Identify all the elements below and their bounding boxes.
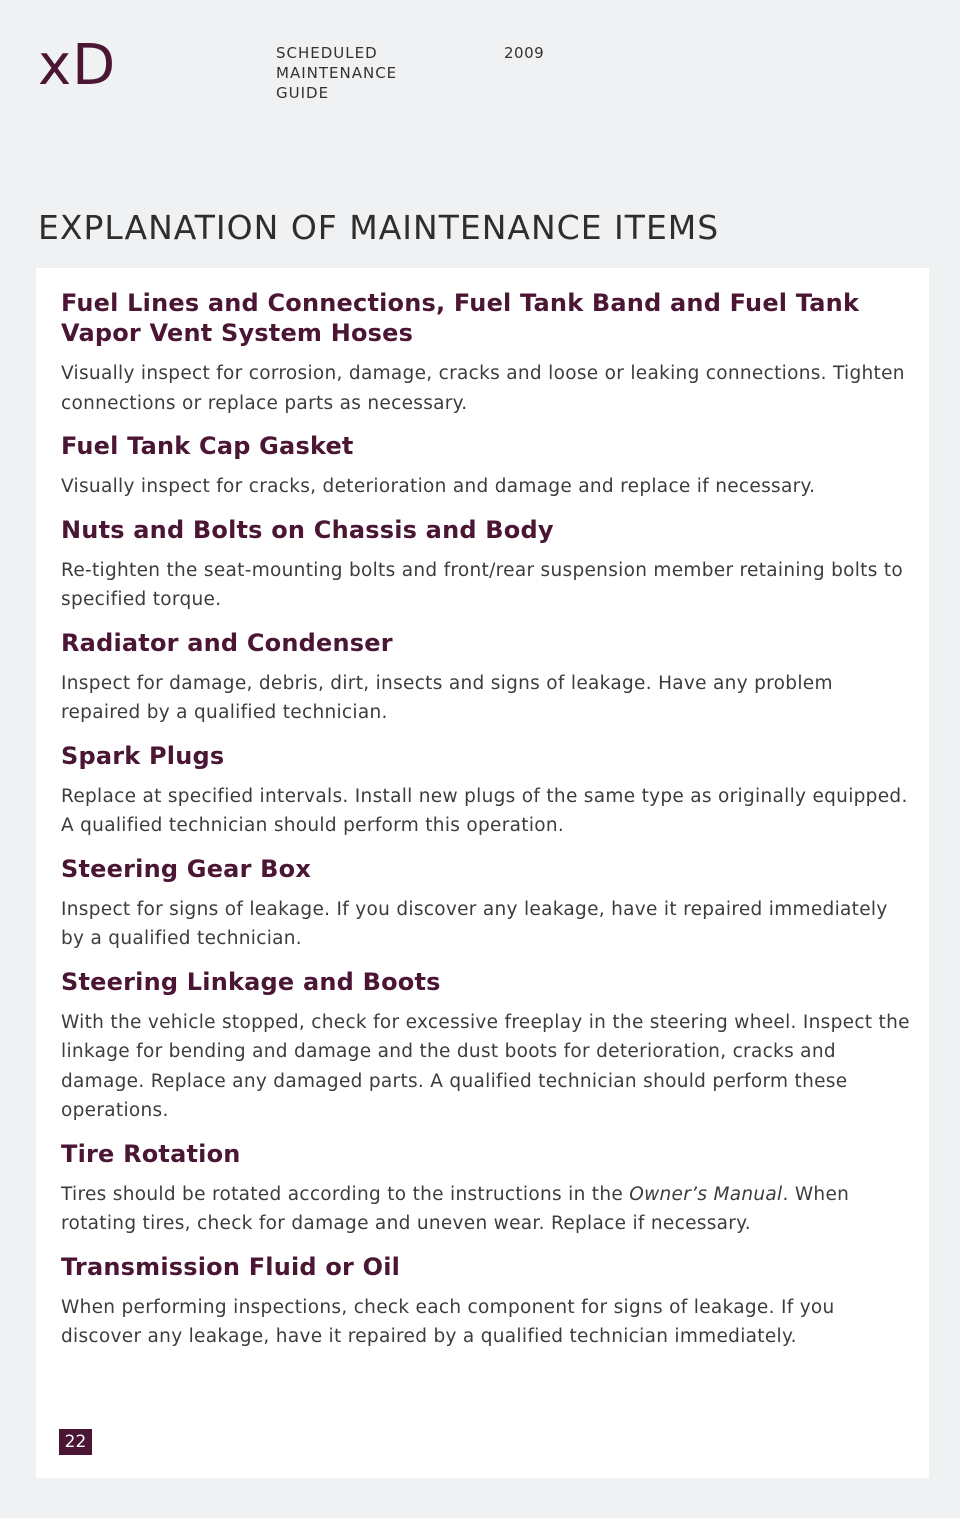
guide-line-3: GUIDE bbox=[276, 84, 330, 102]
model-year: 2009 bbox=[504, 44, 545, 62]
item-text: Inspect for damage, debris, dirt, insects and signs of leakage. Have any problem repaired by a qualified technician. bbox=[61, 672, 833, 723]
item-text-part: Tires should be rotated according to the instructions in the bbox=[61, 1183, 630, 1205]
item-text: Re-tighten the seat-mounting bolts and front/rear suspension member retaining bolts to specified torque. bbox=[61, 559, 904, 610]
item-title: Steering Gear Box bbox=[61, 854, 312, 883]
item-title: Transmission Fluid or Oil bbox=[61, 1252, 401, 1281]
item-title: Steering Linkage and Boots bbox=[61, 967, 441, 996]
item-title: Fuel Lines and Connections, Fuel Tank Band and Fuel Tank Vapor Vent System Hoses bbox=[61, 289, 860, 347]
item-title: Fuel Tank Cap Gasket bbox=[61, 432, 354, 460]
page-number: 22 bbox=[59, 1429, 92, 1455]
item-title: Radiator and Condenser bbox=[61, 628, 393, 657]
item-text: Inspect for signs of leakage. If you discover any leakage, have it repaired immediately by a qualified technician. bbox=[61, 898, 888, 949]
item-fuel-lines bbox=[61, 288, 911, 418]
guide-line-2: MAINTENANCE bbox=[276, 64, 398, 82]
page-title: EXPLANATION OF MAINTENANCE ITEMS bbox=[38, 208, 720, 247]
item-radiator bbox=[61, 628, 911, 728]
maintenance-items bbox=[61, 288, 911, 1365]
item-text: When performing inspections, check each component for signs of leakage. If you discover any leakage, have it repaired by a qualified technician immediately. bbox=[61, 1296, 835, 1347]
item-text: Visually inspect for cracks, deterioration and damage and replace if necessary. bbox=[61, 476, 816, 497]
item-steering-linkage bbox=[61, 967, 911, 1126]
item-title: Spark Plugs bbox=[61, 741, 225, 770]
item-spark-plugs bbox=[61, 741, 911, 841]
item-text-part: . When rotating tires, check for damage and uneven wear. Replace if necessary. bbox=[61, 1183, 850, 1234]
item-fuel-tank-cap bbox=[61, 431, 911, 502]
item-text: Replace at specified intervals. Install new plugs of the same type as originally equipped. A qualified technician should perform this operation. bbox=[61, 785, 908, 836]
item-text: With the vehicle stopped, check for excessive freeplay in the steering wheel. Inspect the linkage for bending and damage and the dust boots for deterioration, cracks and damage. Replace any damaged parts. A qualified technician should perform these operations. bbox=[61, 1011, 910, 1121]
content-panel bbox=[36, 268, 929, 1478]
item-transmission-fluid bbox=[61, 1252, 911, 1352]
item-text: Visually inspect for corrosion, damage, cracks and loose or leaking connections. Tighten connections or replace parts as necessary. bbox=[61, 363, 905, 414]
guide-label bbox=[276, 43, 397, 103]
item-title: Tire Rotation bbox=[61, 1139, 241, 1168]
item-tire-rotation bbox=[61, 1139, 911, 1239]
xd-logo: xD bbox=[38, 33, 117, 98]
item-title: Nuts and Bolts on Chassis and Body bbox=[61, 515, 554, 544]
item-nuts-bolts bbox=[61, 515, 911, 615]
owners-manual-reference: Owner’s Manual bbox=[629, 1183, 783, 1205]
item-text bbox=[61, 1180, 911, 1239]
item-steering-gear-box bbox=[61, 854, 911, 954]
guide-line-1: SCHEDULED bbox=[276, 44, 378, 62]
